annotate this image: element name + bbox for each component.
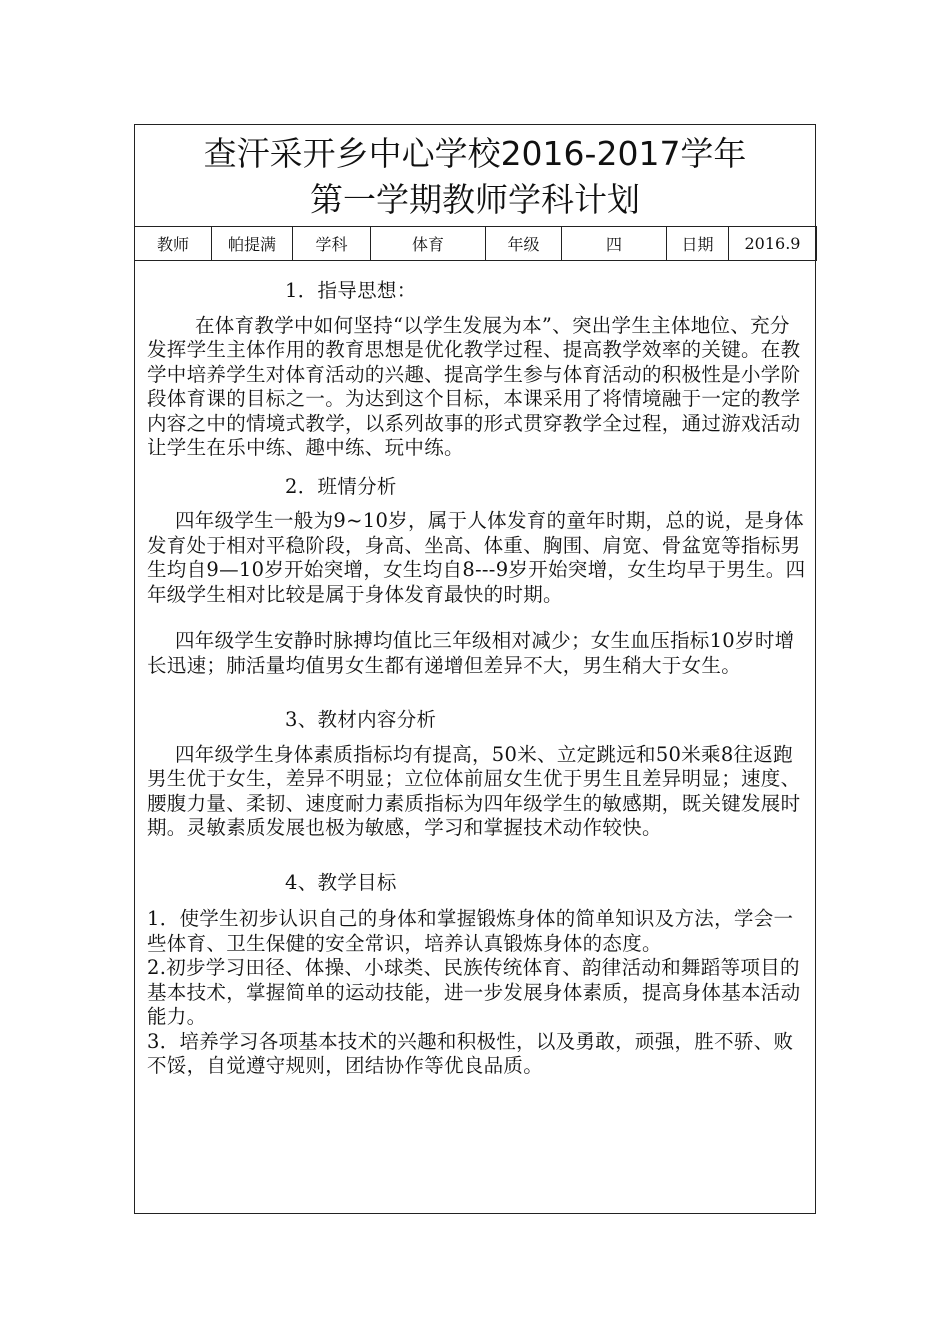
section-1-heading: 1．指导思想： — [285, 279, 417, 302]
section-2-heading: 2．班情分析 — [285, 474, 397, 498]
title-line-2: 第一学期教师学科计划 — [310, 180, 640, 219]
objective-item-2: 2.初步学习田径、体操、小球类、民族传统体育、韵律活动和舞蹈等项目的基本技术，掌握简单的运动技能，进一步发展身体素质，提高身体基本活动能力。 — [147, 956, 801, 1028]
info-row — [135, 227, 817, 261]
document-title — [135, 131, 815, 223]
section-4-heading: 4、教学目标 — [285, 870, 397, 894]
teacher-label: 教师 — [135, 227, 212, 261]
section-3-paragraph: 四年级学生身体素质指标均有提高，50米、立定跳远和50米乘8往返跑男生优于女生，差异不明显；立位体前屈女生优于男生且差异明显；速度、腰腹力量、柔韧、速度耐力素质指标为四年级学生的敏感期，既关键发展时期。灵敏素质发展也极为敏感，学习和掌握技术动作较快。 — [147, 742, 801, 839]
title-line-1: 查汗采开乡中心学校2016-2017学年 — [203, 134, 747, 173]
objective-item-1: 1．使学生初步认识自己的身体和掌握锻炼身体的简单知识及方法，学会一些体育、卫生保健的安全常识，培养认真锻炼身体的态度。 — [147, 907, 794, 955]
info-table — [134, 226, 817, 261]
date-value: 2016.9 — [729, 227, 817, 261]
date-label: 日期 — [667, 227, 729, 261]
subject-label: 学科 — [293, 227, 371, 261]
plan-form — [134, 124, 816, 1214]
section-2-paragraph-1: 四年级学生一般为9~10岁，属于人体发育的童年时期，总的说，是身体发育处于相对平稳阶段，身高、坐高、体重、胸围、肩宽、骨盆宽等指标男生均自9—10岁开始突增，女生均自8---9岁开始突增，女生均早于男生。四年级学生相对比较是属于身体发育最快的时期。 — [147, 509, 806, 606]
teacher-value: 帕提满 — [212, 227, 293, 261]
section-1-paragraph: 在体育教学中如何坚持“以学生发展为本”、突出学生主体地位、充分发挥学生主体作用的教育思想是优化教学过程、提高教学效率的关键。在教学中培养学生对体育活动的兴趣、提高学生参与体育活动的积极性是小学阶段体育课的目标之一。为达到这个目标，本课采用了将情境融于一定的教学内容之中的情境式教学，以系列故事的形式贯穿教学全过程，通过游戏活动让学生在乐中练、趣中练、玩中练。 — [147, 313, 801, 459]
subject-value: 体育 — [371, 227, 486, 261]
plan-content — [147, 279, 807, 1079]
objective-item-3: 3．培养学习各项基本技术的兴趣和积极性，以及勇敢，顽强，胜不骄、败不馁，自觉遵守规则，团结协作等优良品质。 — [147, 1029, 794, 1077]
section-3-heading: 3、教材内容分析 — [285, 708, 437, 731]
grade-value: 四 — [562, 227, 667, 261]
section-2-paragraph-2: 四年级学生安静时脉搏均值比三年级相对减少；女生血压指标10岁时增长迅速；肺活量均值男女生都有递增但差异不大，男生稍大于女生。 — [147, 629, 795, 677]
grade-label: 年级 — [486, 227, 562, 261]
